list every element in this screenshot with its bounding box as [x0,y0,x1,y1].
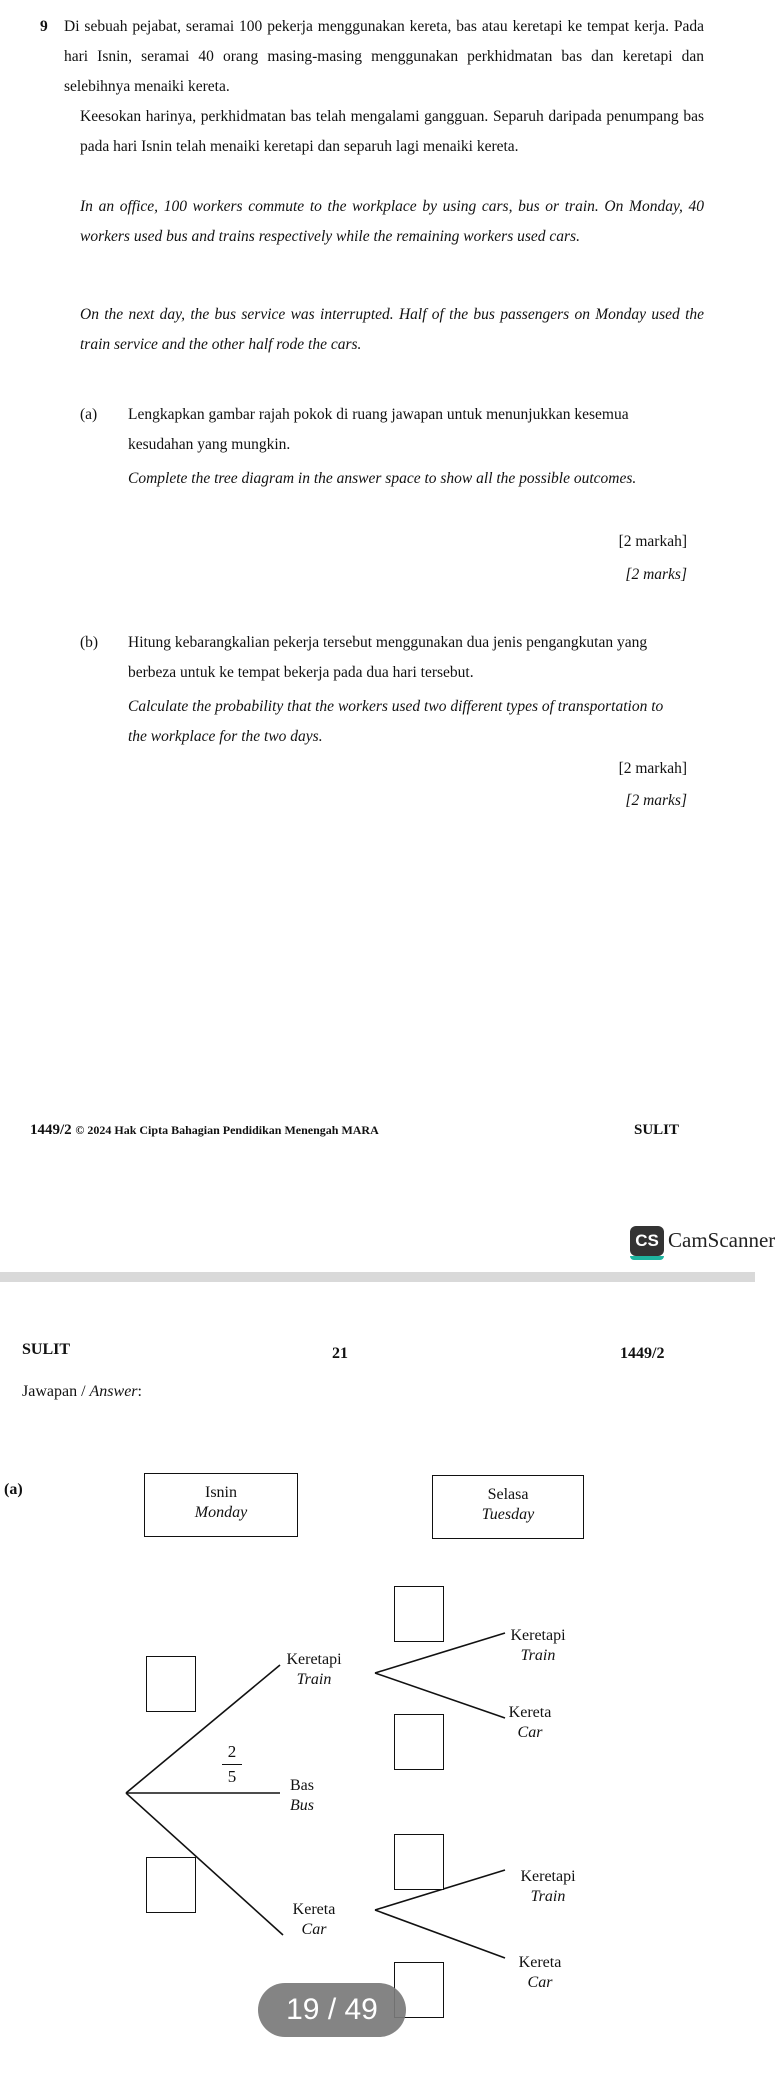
answer-part-a-label: (a) [4,1481,23,1498]
label-ct-ms: Keretapi [520,1868,576,1885]
label-monday-bus-en: Bus [290,1797,314,1814]
answer-box-monday-car[interactable] [146,1857,196,1913]
question-text-ms-1: Di sebuah pejabat, seramai 100 pekerja menggunakan kereta, bas atau keretapi ke tempat kerja. Pada hari Isnin, seramai 40 orang masing-masing menggunakan perkhidmatan bas dan keretapi dan selebihnya menaiki kereta. [64,18,704,95]
page2-sulit: SULIT [22,1341,71,1358]
part-a-text-ms: Lengkapkan gambar rajah pokok di ruang jawapan untuk menunjukkan kesemua kesudahan yang mungkin. [128,406,629,453]
page-indicator[interactable]: 19 / 49 [258,1983,406,2037]
label-ct-en: Train [530,1888,566,1905]
page-separator [0,1272,755,1282]
label-monday-car-en: Car [301,1921,327,1938]
label-monday-train-ms: Keretapi [286,1651,342,1668]
question-text-ms-2: Keesokan harinya, perkhidmatan bas telah mengalami gangguan. Separuh daripada penumpang bas pada hari Isnin telah menaiki keretapi dan separuh lagi menaiki kereta. [80,108,704,155]
monday-header-box [144,1473,298,1537]
footer-sulit: SULIT [634,1122,680,1138]
question-text-en-2: On the next day, the bus service was interrupted. Half of the bus passengers on Monday used the train service and the other half rode the cars. [80,306,704,353]
part-a-text-en: Complete the tree diagram in the answer space to show all the possible outcomes. [128,470,637,487]
camscanner-text: CamScanner [668,1228,775,1252]
label-tuesday-car-train [508,1867,588,1907]
page2-number: 21 [332,1345,348,1362]
branch-car-car [375,1910,505,1958]
tuesday-label-ms: Selasa [487,1486,529,1503]
label-monday-train-en: Train [296,1671,332,1688]
label-monday-car-ms: Kereta [292,1901,336,1918]
answer-heading-ms: Jawapan / [22,1383,90,1400]
part-a-mark-ms: [2 markah] [618,533,687,550]
label-tuesday-train-train [498,1626,578,1666]
answer-heading-en: Answer [89,1383,138,1400]
footer-code: 1449/2 [30,1122,72,1138]
label-tuesday-train-car [498,1703,562,1743]
label-tc-en: Car [517,1724,543,1741]
part-b-label: (b) [80,634,99,651]
part-b-mark-ms: [2 markah] [618,760,687,777]
monday-label-en: Monday [194,1504,248,1521]
answer-heading [22,1383,142,1401]
answer-box-tuesday-train-car[interactable] [394,1714,444,1770]
question-text-en-1: In an office, 100 workers commute to the workplace by using cars, bus or train. On Monday, 40 workers used bus and trains respectively while the remaining workers used cars. [80,198,704,245]
tree-diagram-lines [0,1560,755,2010]
label-monday-bus-ms: Bas [290,1777,314,1794]
label-monday-bus [280,1776,324,1816]
tuesday-label-en: Tuesday [481,1506,535,1523]
part-a-mark-en: [2 marks] [625,566,687,583]
label-cc-ms: Kereta [518,1954,562,1971]
part-b-mark-en: [2 marks] [625,792,687,809]
monday-label-ms: Isnin [205,1484,237,1501]
label-cc-en: Car [527,1974,553,1991]
tuesday-header-box [432,1475,584,1539]
footer-left [30,1122,379,1139]
footer-copyright: © 2024 Hak Cipta Bahagian Pendidikan Menengah MARA [75,1123,379,1137]
branch-train-car [375,1673,505,1718]
label-tt-en: Train [520,1647,556,1664]
question-number: 9 [40,18,48,35]
label-tc-ms: Kereta [508,1704,552,1721]
answer-box-tuesday-car-train[interactable] [394,1834,444,1890]
part-b-text-en: Calculate the probability that the workers used two different types of transportation to the workplace for the two days. [128,698,664,745]
answer-box-monday-train[interactable] [146,1656,196,1712]
fraction-bus-probability [222,1742,242,1787]
fraction-denominator: 5 [227,1767,237,1786]
label-tuesday-car-car [508,1953,572,1993]
answer-heading-colon: : [137,1383,142,1400]
part-b-text-ms: Hitung kebarangkalian pekerja tersebut menggunakan dua jenis pengangkutan yang berbeza untuk ke tempat bekerja pada dua hari tersebut. [128,634,648,681]
part-a-label: (a) [80,406,98,423]
fraction-numerator: 2 [227,1742,237,1761]
page2-code: 1449/2 [620,1345,665,1362]
label-monday-train [272,1650,356,1690]
label-tt-ms: Keretapi [510,1627,566,1644]
camscanner-logo: CS [630,1226,664,1256]
answer-box-tuesday-train-train[interactable] [394,1586,444,1642]
label-monday-car [282,1900,346,1940]
